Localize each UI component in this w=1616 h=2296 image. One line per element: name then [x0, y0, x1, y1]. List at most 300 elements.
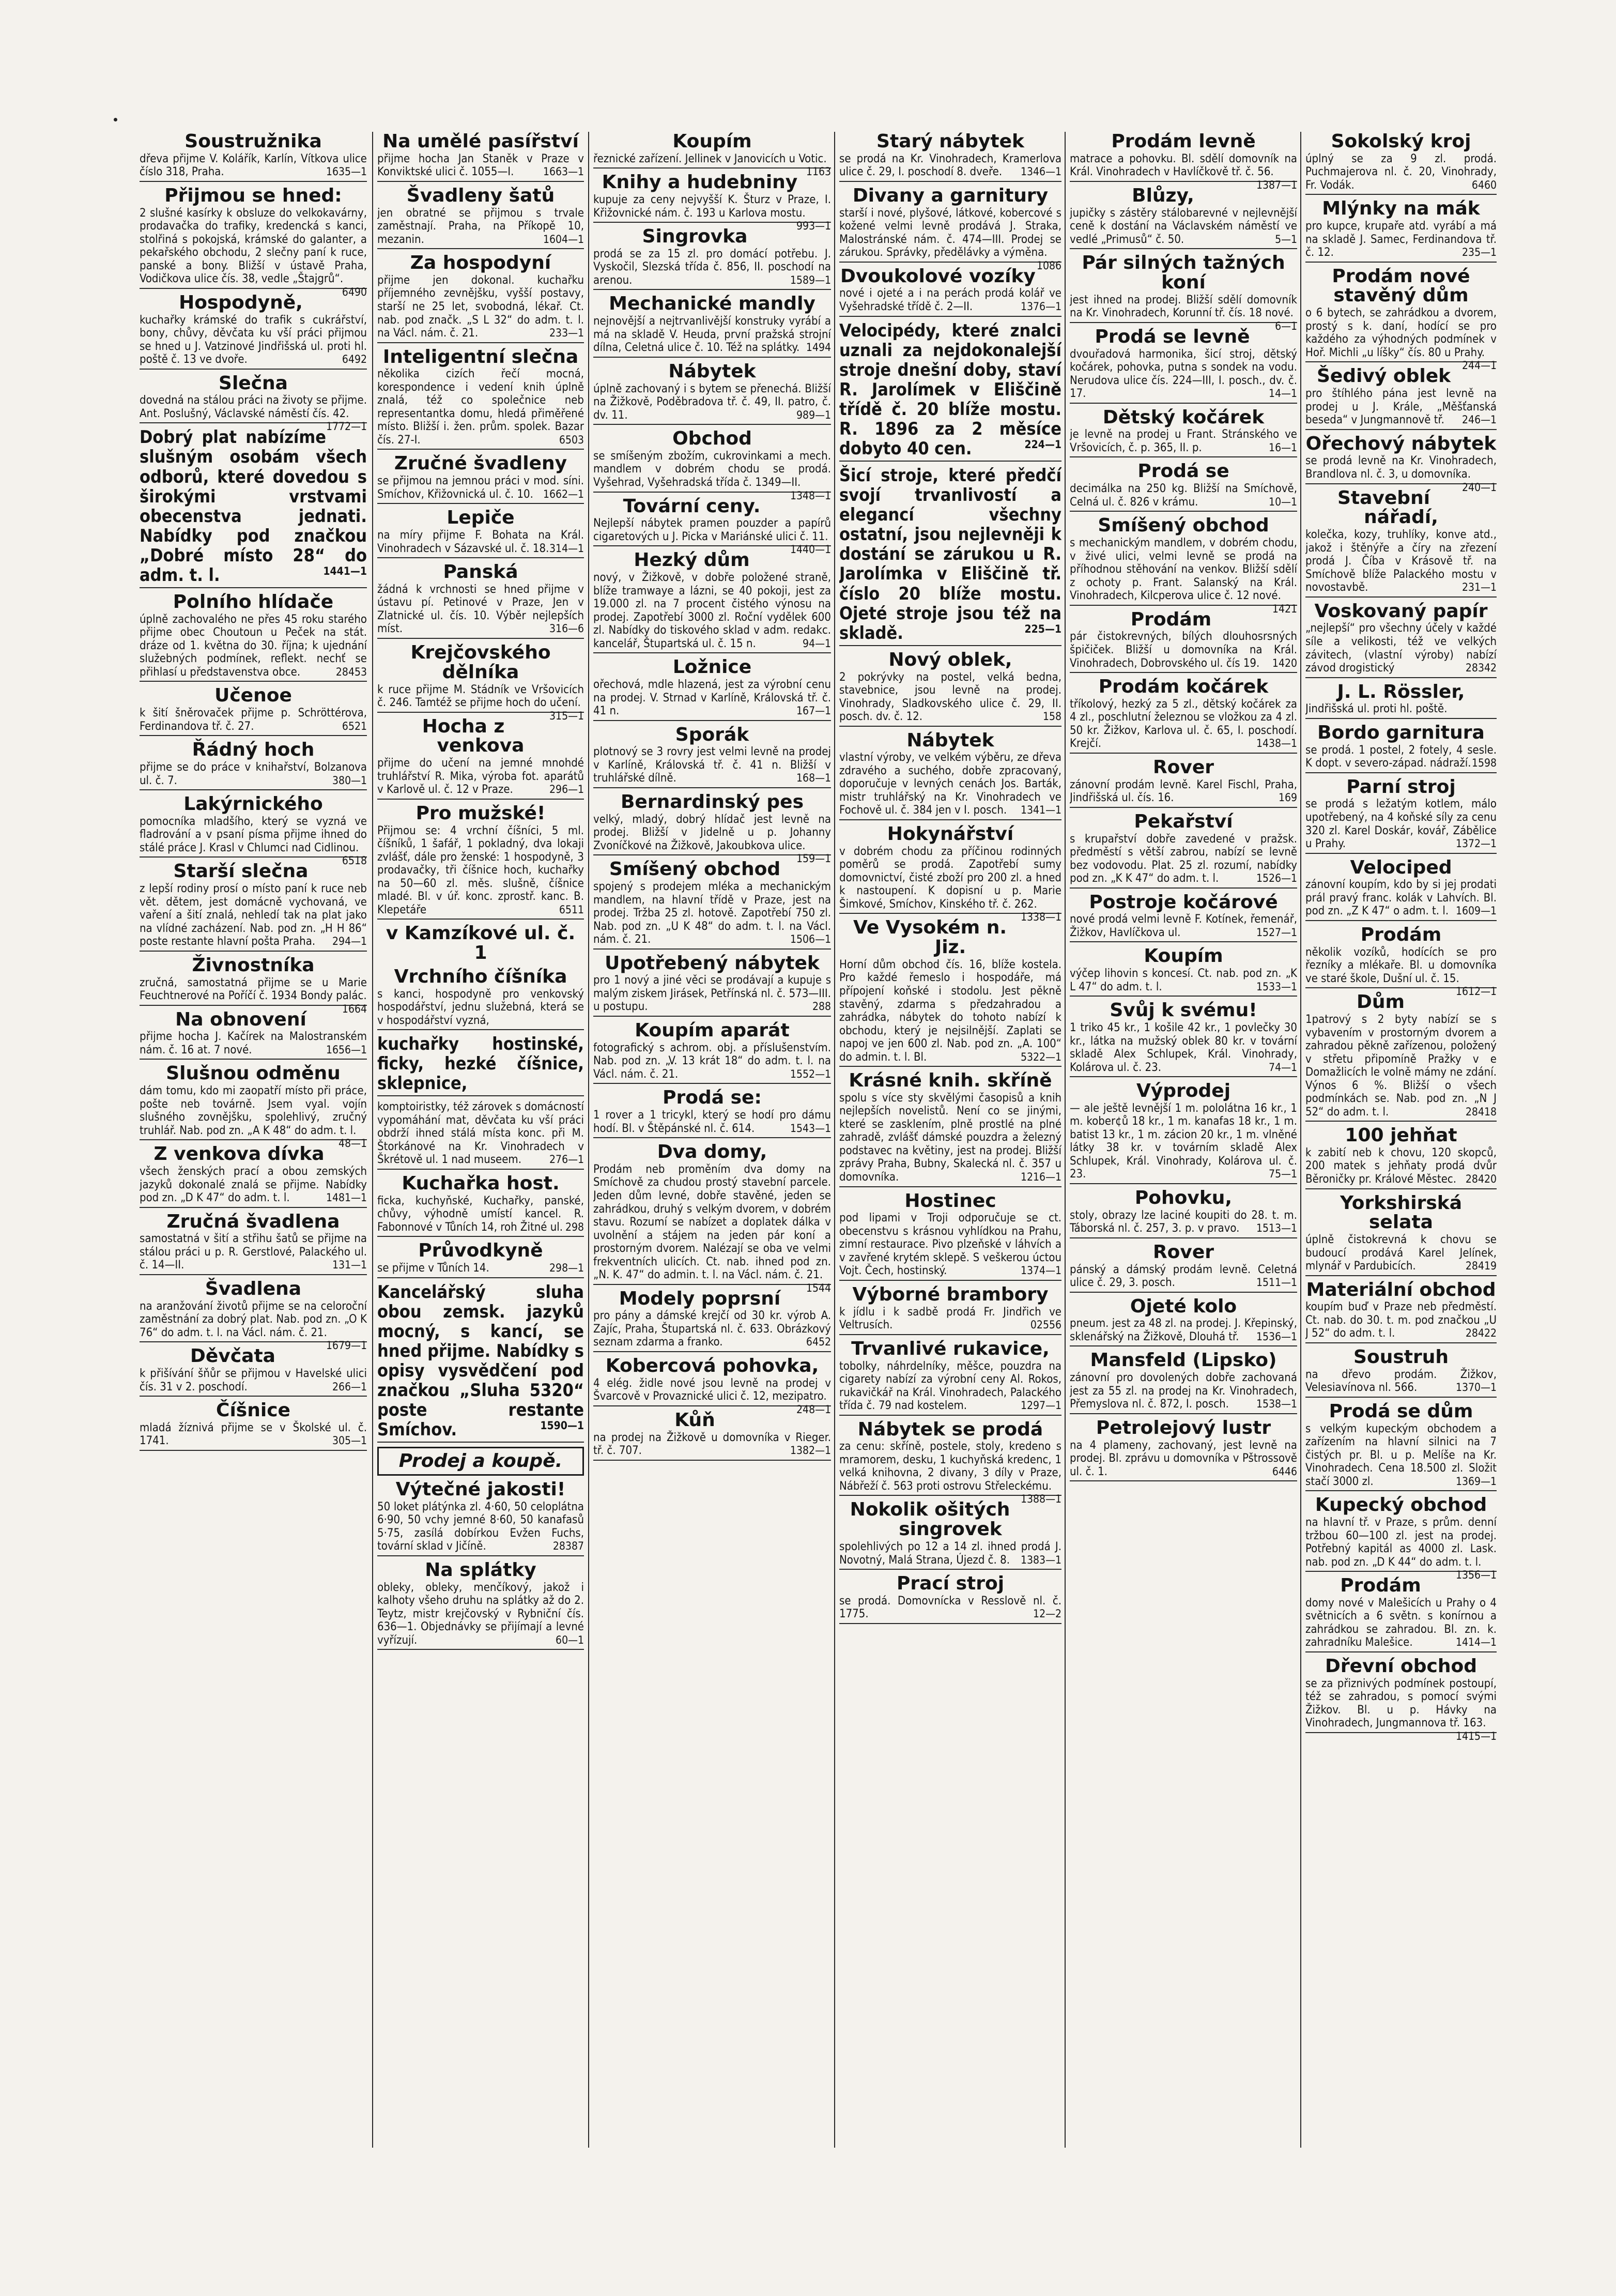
classified-ad [1070, 946, 1297, 997]
ad-ref-number: 6—1 [1275, 319, 1297, 332]
ad-ref-number: 1415—1 [1456, 1729, 1497, 1742]
ad-ref-number: 1552—1 [790, 1067, 831, 1080]
ad-body: 1 rover a 1 tricykl, který se hodí pro dámu hodí. Bl. v Štěpánské nl. č. 614. 1543—1 [593, 1109, 831, 1138]
ad-body: se za přiznivých podmínek postoupí, též se zahradou, s pomocí svými Žižkov. Bl. u p. Hávky na Vinohradech, Jungmannova tř. 163. 1415—1 [1305, 1677, 1497, 1742]
classified-ad [593, 227, 831, 290]
ad-body: s mechanickým mandlem, v dobrém chodu, v živé ulici, velmi levně se prodá na příhodnou stěhování na venkov. Bližší sdělí z ochoty p. Frant. Salanský na Král. Vinohradech, Kilcperova ulice č. 12 nové. 1421 [1070, 537, 1297, 615]
ad-ref-number: 168—1 [796, 772, 831, 785]
classified-ad [140, 1063, 367, 1150]
ad-heading: Dětský kočárek [1102, 406, 1265, 428]
ad-ref-number: 1543—1 [790, 1122, 831, 1135]
classified-ad [140, 862, 367, 951]
ad-heading: Prodá se [1137, 461, 1229, 482]
column-1 [140, 132, 367, 2148]
ad-heading: Kůň [674, 1409, 715, 1431]
classified-ad [593, 1141, 831, 1294]
ad-body: pod lipami v Troji odporučuje se ct. obecenstvu s krásnou vyhlídkou na Prahu, zimní restaurace. Pivo plzeňské v láhvích a v zavřené krytém sklepě. S veškerou úctou Vojt. Čech, hostinský. 1374—1 [839, 1212, 1061, 1281]
ad-body: pro 1 nový a jiné věci se prodávají a kupuje s malým ziskem Jirásek, Petřínská nl. č. 573—III. u postupu. 288 [593, 974, 831, 1017]
ad-ref-number: 1663—1 [543, 165, 584, 178]
ad-heading: Starší slečna [173, 861, 309, 882]
ad-body: starší i nové, plyšové, látkové, kobercové s kožené velmi levně prodává J. Straka, Malostránské nám. č. 474—III. Prodej se zárukou. Správky, předělávky a výměna. 1086 [839, 206, 1061, 272]
classified-ad [839, 823, 1061, 924]
classified-ad [1305, 1576, 1497, 1652]
ad-heading: Kobercová pohovka, [605, 1355, 819, 1376]
ad-heading: Hostinec [904, 1190, 996, 1212]
ad-ref-number: 1506—1 [790, 933, 831, 946]
ad-ref-number: 1438—1 [1256, 737, 1297, 750]
ad-ref-number: 298—1 [549, 1262, 584, 1275]
ad-heading: Prodej a koupě. [377, 1447, 584, 1476]
ad-body: z lepší rodiny prosí o místo paní k ruce neb vět. dětem, jest domácně vychovaná, ve vaření a šití znalá, nehledí tak na plat jako na vlídné zacházení. Nab. pod zn. „H H 86“ poste restante hlavní pošta Praha. 294—1 [140, 882, 367, 952]
classified-ad [1305, 1494, 1497, 1582]
classified-ad [140, 1346, 367, 1397]
ad-heading: Sporák [675, 724, 749, 745]
ad-ref-number: 294—1 [332, 935, 367, 948]
classified-ad [1305, 1126, 1497, 1189]
ad-ref-number: 6492 [342, 353, 367, 366]
ad-ref-number: 6518 [342, 854, 367, 867]
ad-body: ořechová, mdle hlazená, jest za výrobní cenu na prodej. V. Strnad v Karlíně, Královská tř. č. 41 n. 167—1 [593, 678, 831, 721]
ad-heading: Ve Vysokém n. Jiz. [853, 917, 1007, 958]
ad-body: v dobrém chodu za příčinou rodinných poměrů se prodá. Zapotřebí sumy domovnictví, čisté zboží pro 200 zl. a hned k nastoupení. K dopisní u p. Marie Šimkové, Smíchov, Kinského tř. č. 262. 1338—1 [839, 845, 1061, 924]
classified-ad [1305, 602, 1497, 678]
ad-body: Horní dům obchod čís. 16, blíže kostela. Pro každé řemeslo i hospodáře, má přípojení koňské i stodolu. Jest pěkně stavěný, zdarma s předzahradou a zahrádka, nábytek do tohoto nabízí k obchodu, který je nejsilnější. Zaplati se napoj ve jen 600 zl. Nab. pod zn. „A. 100“ do admin. t. l. Bl. 5322—1 [839, 958, 1061, 1067]
ad-body: na 4 plameny, zachovaný, jest levně na prodej. Bl. zprávu u domovníka v Pštrossově ul. č. 1. 6446 [1070, 1439, 1297, 1482]
ad-ref-number: 74—1 [1269, 1061, 1297, 1074]
classified-ad [1070, 1418, 1297, 1481]
ad-heading: Prodám levně [1111, 132, 1256, 152]
ad-body: plotnový se 3 rovry jest velmi levně na prodej v Karlíně, Královská tř. č. 41 n. Bližší v truhlářské dílně. 168—1 [593, 745, 831, 788]
column-3 [593, 132, 831, 2148]
ad-ref-number: 1494 [806, 341, 831, 354]
ad-heading: Singrovka [642, 226, 748, 248]
ad-body: komptoiristky, též zárovek s domácností vypomáhání mat, děvčata ku vší práci obdrží ihned stálá místa konc. při M. Štorkánové na Kr. Vinohradech v Škrétově ul. 1 nad museem. 276—1 [377, 1100, 584, 1170]
ad-ref-number: 6521 [342, 720, 367, 732]
ad-ref-number: 159—1 [796, 852, 831, 865]
classified-ad [377, 253, 584, 343]
ad-body: přijme hocha Jan Staněk v Praze v Konviktské ulici č. 1055—I. 1663—1 [377, 152, 584, 182]
ad-body: zručná, samostatná přijme se u Marie Feuchtnerové na Poříčí č. 1934 Bondy palác. 1664 [140, 976, 367, 1015]
ad-ref-number: 169 [1278, 791, 1297, 804]
ad-heading: Prodám [1360, 924, 1442, 945]
ad-ref-number: 298 [565, 1220, 584, 1233]
classified-ad [593, 860, 831, 949]
classified-ad [140, 132, 367, 182]
ad-body: zánovní pro dovolených dobře zachovaná jest za 55 zl. na prodej na Kr. Vinohradech, Přemyslova nl. č. 872, I. posch. 1538—1 [1070, 1371, 1297, 1414]
classified-ad [1305, 1402, 1497, 1491]
ad-body: samostatná v šití a střihu šatů se přijme na stálou práci u p. R. Gerstlové, Palackého ul. č. 14—II. 131—1 [140, 1232, 367, 1275]
ad-ref-number: 1662—1 [543, 487, 584, 500]
ad-heading: Divany a garnitury [852, 185, 1049, 206]
ad-ref-number: 5322—1 [1021, 1050, 1061, 1063]
ad-heading: Živnostníka [192, 954, 315, 976]
classified-ad [1070, 758, 1297, 808]
ad-ref-number: 1388—1 [1021, 1493, 1061, 1506]
classified-ad [377, 924, 584, 963]
ad-ref-number: 1369—1 [1456, 1475, 1497, 1488]
classified-ad [593, 954, 831, 1017]
classified-ad [377, 804, 584, 920]
ad-heading: Nábytek [668, 360, 756, 382]
ad-body: k přišívání šňůr se přijmou v Havelské ulici čís. 31 v 2. poschodí. 266—1 [140, 1367, 367, 1397]
ad-ref-number: 1383—1 [1021, 1553, 1061, 1566]
ad-ref-number: 296—1 [549, 783, 584, 796]
column-rule [1300, 132, 1301, 2148]
classified-ad [839, 1339, 1061, 1416]
ad-body: úplně čistokrevná k chovu se budoucí prodává Karel Jelínek, mlynář v Pardubicích. 28419 [1305, 1233, 1497, 1276]
ad-ref-number: 224—1 [1024, 438, 1061, 451]
classified-ad [1070, 462, 1297, 512]
classified-ad [593, 294, 831, 357]
ad-heading: Upotřebený nábytek [605, 952, 820, 974]
ad-heading: Na splátky [425, 1559, 536, 1581]
classified-ad [1305, 265, 1497, 372]
ad-heading: Učenoe [214, 685, 292, 707]
classified-ad [377, 641, 584, 722]
ad-ref-number: 10—1 [1269, 495, 1297, 508]
ad-ref-number: 5—1 [1275, 233, 1297, 246]
ad-body: matrace a pohovku. Bl. sdělí domovník na Král. Vinohradech v Havlíčkově tř. č. 56. 1387—1 [1070, 152, 1297, 191]
ad-ref-number: 94—1 [803, 637, 831, 650]
ad-body: kupuje za ceny nejvyšší K. Šturz v Praze, I. Křižovnické nám. č. 193 u Karlova mostu. 993—1 [593, 193, 831, 233]
ad-body: 4 elég. židle nové jsou levně na prodej v Švarcově v Provaznické ulici č. 12, mezipatro. 248—1 [593, 1376, 831, 1416]
ad-ref-number: 1772—1 [326, 420, 367, 433]
ad-body: je levně na prodej u Frant. Stránského ve Vršovicích, č. p. 365, II. p. 16—1 [1070, 428, 1297, 457]
ad-heading: Smíšený obchod [609, 859, 781, 880]
ad-ref-number: 1421 [1272, 602, 1297, 615]
classified-ad [377, 1447, 584, 1476]
ad-heading: Výtečné jakosti! [395, 1478, 566, 1500]
classified-ad [377, 1282, 584, 1443]
classified-ad [839, 185, 1061, 272]
ad-heading: Pro mužské! [415, 802, 546, 824]
ad-heading: Prodám kočárek [1098, 676, 1269, 698]
ad-heading: Výborné brambory [852, 1283, 1049, 1305]
classified-ad [1070, 893, 1297, 943]
classified-ad [377, 1560, 584, 1650]
ad-body: decimálka na 250 kg. Bližší na Smíchově, Celná ul. č. 826 v krámu. 10—1 [1070, 482, 1297, 512]
classified-ad [1305, 1280, 1497, 1343]
classified-ad [1070, 1081, 1297, 1184]
ad-body: zánovní koupím, kdo by si jej prodati prál pravý franc. kolák v Lahvích. Bl. pod zn. „Z K 47“ o adm. t. l. 1609—1 [1305, 878, 1497, 921]
ad-ref-number: 1346—1 [1021, 165, 1061, 178]
ad-ref-number: 1387—1 [1256, 178, 1297, 191]
ad-heading: Koupím [1144, 945, 1223, 967]
classified-ad [140, 954, 367, 1015]
ad-body: na hlavní tř. v Praze, s prům. denní tržbou 60—100 zl. jest na prodej. Potřebný kapitál as 4000 zl. Lask. nab. pod zn. „D K 44“ do adm. t. l. 1356—1 [1305, 1516, 1497, 1582]
ad-ref-number: 6511 [559, 903, 584, 916]
classified-ad [1070, 327, 1297, 404]
classified-ad [839, 267, 1061, 317]
ad-body: pánský a dámský prodám levně. Celetná ulice č. 29, 3. posch. 1511—1 [1070, 1263, 1297, 1293]
ad-heading: Inteligentní slečna [382, 346, 579, 368]
ad-heading: Petrolejový lustr [1096, 1417, 1271, 1438]
classified-ad [1070, 252, 1297, 332]
ad-heading: Rover [1152, 756, 1214, 778]
classified-ad [1305, 682, 1497, 719]
ad-heading: Prodá se dům [1329, 1400, 1473, 1422]
ad-ref-number: 1604—1 [543, 233, 584, 246]
ad-body: obleky, obleky, menčíkový, jakož i kalhoty všeho druhu na splátky až do 2. Teytz, mistr krejčovský v Rybniční čís. 636—1. Objednávky se přijímají a levné vyřízují. 60—1 [377, 1581, 584, 1650]
classified-ad [140, 372, 367, 433]
ad-ref-number: 1440—1 [790, 543, 831, 556]
classified-ad [1070, 515, 1297, 615]
ad-body: s velkým kupeckým obchodem a zařízením na hlavní silnici na 7 čistých pr. Bl. u p. Melíše na Kr. Vinohradech. Cena 18.500 zl. Složit stačí 3000 zl. 1369—1 [1305, 1422, 1497, 1492]
ad-body: řeznické zařízení. Jellinek v Janovicích u Votic. 1163 [593, 152, 831, 178]
ad-body: 1patrový s 2 byty nabízí se s vybavením v prostorným dvorem a zahradou pěkně zařízenou, položený v střetu připomíně Pražky v e Domažlicích le volně mámy ne zdání. Výnos 6 %. Bližší o všech podmínkách se. Nab. pod zn. „N J 52“ do adm. t. l. 28418 [1305, 1013, 1497, 1122]
column-4 [839, 132, 1061, 2148]
ad-body: pomocníka mladšího, který se vyzná ve fladrování a v psaní písma přijme ihned do stálé práce J. Krasl v Chlumci nad Cidlinou. 6518 [140, 815, 367, 867]
column-rule [588, 132, 589, 2148]
ad-ref-number: 1513—1 [1256, 1222, 1297, 1235]
classified-ad [1070, 132, 1297, 191]
ad-body: na prodej na Žižkově u domovníka v Rieger. tř. č. 707. 1382—1 [593, 1431, 831, 1461]
ad-body: úplně zachovalého ne přes 45 roku starého přijme obec Choutoun u Peček na stát. dráze od 1. května do 30. října; k ujednání služebných podmínek, reflekt. nechť se přihlasí u představenstva obce. 28453 [140, 613, 367, 682]
ad-heading: Prací stroj [896, 1573, 1005, 1595]
ad-body: jupičky s zástěry stálobarevné v nejlevnější ceně k dostání na Václavském náměstí ve vedlé „Primusů“ č. 50. 5—1 [1070, 207, 1297, 250]
ad-body: 1 triko 45 kr., 1 košile 42 kr., 1 povlečky 30 kr., látka na mužský oblek 80 kr. v tovární skladě Alex Schlupek, Král. Vinohrady, Kolárova ul. č. 23. 74—1 [1070, 1021, 1297, 1077]
classified-ad [377, 132, 584, 182]
ad-body: s krupařství dobře zavedené v pražsk. předměstí s větší zabrou, nabízí se levně bez vodovodu. Plat. 25 zl. rozumí, nabídky pod zn. „K K 47“ do adm. t. l. 1526—1 [1070, 833, 1297, 889]
ad-body: všech ženských prací a obou zemských jazyků dokonalé znalá se přijme. Nabídky pod zn. „D K 47“ do adm. t. l. 1481—1 [140, 1165, 367, 1208]
ad-body: dvouřadová harmonika, šicí stroj, dětský kočárek, pohovka, putna s sondek na vodu. Nerudova ulice čís. 224—III, I. posch., dv. č. 17. 14—1 [1070, 348, 1297, 404]
ad-ref-number: 28418 [1465, 1105, 1497, 1118]
ad-heading: Prodám [1130, 608, 1212, 630]
ad-body: vlastní výroby, ve velkém výběru, ze dřeva zdravého a suchého, dobře zpracovaný, doporučuje v levných cenách Jos. Barták, mistr truhlářský na Kr. Vinohradech ve Fochově ul. č. 384 jen v I. posch. 1341—1 [839, 751, 1061, 820]
ad-body: se přijmou na jemnou práci v mod. síni. Smíchov, Křižovnická ul. č. 10. 1662—1 [377, 474, 584, 504]
ad-ref-number: 75—1 [1269, 1168, 1297, 1181]
ad-heading: Bordo garnitura [1317, 722, 1485, 743]
ad-heading: Prodá se: [663, 1087, 762, 1109]
ad-body: jen obratné se přijmou s trvale zaměstnají. Praha, na Příkopě 10, mezanin. 1604—1 [377, 207, 584, 250]
ad-heading: Blůzy, [1132, 185, 1194, 206]
ad-heading: Mlýnky na mák [1322, 198, 1480, 220]
ad-heading: Hezký dům [634, 549, 750, 571]
ad-ref-number: 158 [1042, 710, 1061, 723]
classified-ad [377, 186, 584, 249]
classified-ad [377, 562, 584, 639]
classified-ad [140, 1212, 367, 1275]
ad-ref-number: 1664 [342, 1002, 367, 1015]
classified-ad [839, 1285, 1061, 1335]
classified-ad [593, 791, 831, 865]
column-rule [834, 132, 835, 2148]
ad-heading: Dvoukolové vozíky [840, 265, 1036, 287]
ad-ref-number: 6503 [559, 433, 584, 446]
ad-ref-number: 235—1 [1462, 246, 1497, 259]
ad-body: tříkolový, hezký za 5 zl., dětský kočárek za 4 zl., poschlutní železnou se vložkou za 4 zl. 50 kr. Žižkov, Karlova ul. č. 65, I. poschodí. Krejčí. 1438—1 [1070, 698, 1297, 754]
ad-ref-number: 1216—1 [1021, 1170, 1061, 1183]
ad-body: zánovní prodám levně. Karel Fischl, Praha, Jindřišská ul. čís. 16. 169 [1070, 778, 1297, 808]
ad-body: kolečka, kozy, truhlíky, konve atd., jakož i štěnýře a číry na zřezení prodá J. Číba v Krásově tř. na Smíchově blíže Palackého mostu v novostavbě. 231—1 [1305, 528, 1497, 598]
classified-ad [140, 592, 367, 682]
ad-heading: Ojeté kolo [1130, 1295, 1237, 1317]
ad-heading: Švadleny šatů [406, 185, 555, 206]
ad-ref-number: 1374—1 [1021, 1264, 1061, 1277]
ad-ref-number: 48—1 [338, 1137, 367, 1150]
ad-body: Prodám neb proměním dva domy na Smíchově za chudou prostý stavební parcele. Jeden dům levné, dobře stavěné, jeden se zahrádkou, druhý s velkým dvorem, v dobrém stavu. Rozumí se nabízet a doplatek dálka v uvolnění a stájem na jeden pár koní a prostorným dvorem. Nalézají se oba ve velmi frekventních ulicích. Ct. nab. ihned pod zn. „N. K. 47“ do admin. t. l. na Václ. nám. č. 21. 1544 [593, 1162, 831, 1294]
classified-ad [377, 1480, 584, 1556]
ad-heading: Dům [1356, 991, 1405, 1013]
ad-body: stoly, obrazy lze laciné koupiti do 28. t. m. Táborská nl. č. 257, 3. p. v pravo. 1513—1 [1070, 1209, 1297, 1238]
ad-ref-number: 244—1 [1462, 359, 1497, 372]
ad-ref-number: 1086 [1036, 259, 1061, 272]
ad-body: přijme do učení na jemné mnohdé truhlářství R. Mika, výroba fot. aparátů v Karlově ul. č. 12 v Praze. 296—1 [377, 757, 584, 800]
ad-body: se prodá na Kr. Vinohradech, Kramerlova ulice č. 29, I. poschodí 8. dveře. 1346—1 [839, 152, 1061, 182]
ad-bold-text: Šicí stroje, které předčí svojí trvanlivostí a elegancí všechny ostatní, jsou nejlevněji k dostání se zárukou u R. Jarolímka v Eliščině tř. číslo 20 blíže mostu. Ojeté stroje jsou též na skladě. 225—1 [839, 466, 1061, 646]
classified-ad [1070, 1188, 1297, 1238]
ad-heading: Děvčata [190, 1345, 275, 1367]
ad-heading: Ložnice [672, 656, 752, 678]
ad-heading: Slušnou odměnu [166, 1063, 341, 1084]
ad-body: nové prodá velmi levně F. Kotínek, řemenář, Žižkov, Havlíčkova ul. 1527—1 [1070, 913, 1297, 942]
column-2 [377, 132, 584, 2148]
ad-ref-number: 225—1 [1024, 622, 1061, 635]
ad-ref-number: 1481—1 [326, 1191, 367, 1204]
classified-ad [839, 132, 1061, 182]
ad-body: se přijme v Tůních 14. 298—1 [377, 1262, 584, 1278]
ad-heading: Trvanlivé rukavice, [851, 1338, 1050, 1359]
ad-ref-number: 28422 [1465, 1327, 1497, 1340]
ad-heading: Voskovaný papír [1314, 600, 1488, 622]
classified-ad [1070, 610, 1297, 673]
ad-ref-number: 28387 [552, 1540, 584, 1553]
ad-ref-number: 28342 [1465, 662, 1497, 675]
ad-ref-number: 1511—1 [1256, 1276, 1297, 1289]
classified-ad [1070, 1297, 1297, 1347]
ad-body: koupím buď v Praze neb předměstí. Ct. nab. do 30. t. m. pod značkou „U J 52“ do adm. t. l. 28422 [1305, 1300, 1497, 1343]
classified-ad [839, 918, 1061, 1067]
classified-ad [140, 1278, 367, 1352]
ad-heading: Nový oblek, [888, 649, 1012, 670]
ad-heading: Šedivý oblek [1316, 365, 1451, 387]
ad-heading: Pohovku, [1134, 1187, 1233, 1208]
ad-heading: Kuchařka host. [402, 1172, 560, 1194]
classified-ad [839, 1500, 1061, 1570]
classified-ad [593, 172, 831, 233]
classified-ad [377, 1034, 584, 1096]
ad-ref-number: 316—6 [549, 622, 584, 635]
ad-body: několik vozíků, hodících se pro řezníky a mlékaře. Bl. u domovníka ve staré škole, Dušní ul. č. 15. 1612—1 [1305, 945, 1497, 998]
classified-ad [1305, 1348, 1497, 1398]
ad-bold-text: Velocipédy, které znalci uznali za nejdokonalejší stroje dnešní doby, staví R. Jarolímek v Eliščině třídě č. 20 blíže mostu. R. 1896 za 2 měsíce dobyto 40 cen. 224—1 [839, 321, 1061, 462]
classified-ad [1305, 777, 1497, 854]
ad-heading: Nokolik ošitých singrovek [850, 1499, 1010, 1540]
ad-ref-number: 1590—1 [540, 1419, 584, 1432]
ad-ref-number: 233—1 [549, 327, 584, 340]
classified-ad [1305, 433, 1497, 494]
ad-ref-number: 1612—1 [1456, 985, 1497, 998]
ad-body: přijme se do práce v knihařství, Bolzanova ul. č. 7. 380—1 [140, 761, 367, 790]
classified-ad [1070, 1001, 1297, 1077]
ad-heading: Zručná švadlena [166, 1211, 340, 1232]
ad-heading: Hokynářství [887, 823, 1014, 845]
ad-body: několika cizích řečí mocná, korespondence i vedení knih úplně znalá, též co společnice neb representantka domu, hledá přiměřené místo. Bližší i. žen. prům. spolek. Bazar čís. 27-I. 6503 [377, 368, 584, 450]
ad-ref-number: 6452 [806, 1336, 831, 1349]
classified-ad [839, 731, 1061, 820]
ad-ref-number: 989—1 [796, 408, 831, 421]
ad-ref-number: 1536—1 [1256, 1330, 1297, 1343]
classified-ad [377, 967, 584, 1030]
classified-ad [593, 362, 831, 425]
ad-ref-number: 131—1 [332, 1259, 367, 1272]
ad-heading: Sokolský kroj [1331, 132, 1471, 152]
ad-body: 50 loket plátýnka zl. 4·60, 50 celoplátna 6·90, 50 vchy jemné 8·60, 50 kanafasů 5·75, zasílá dobírkou Evžen Fuchs, tovární sklad v Jičíně. 28387 [377, 1501, 584, 1556]
ad-body: spojený s prodejem mléka a mechanickým mandlem, na hlavní třídě v Praze, jest na prodej. Tržba 25 zl. hotově. Zapotřebí 750 zl. Nab. pod zn. „U K 48“ do adm. t. l. na Václ. nám. č. 21. 1506—1 [593, 880, 831, 950]
ad-heading: Z venkova dívka [153, 1143, 325, 1165]
ad-body: — ale ještě levnější 1 m. pololátna 16 kr., 1 m. kober¢ů 18 kr., 1 m. kanafas 18 kr., 1 m. batist 13 kr., 1 m. zácion 20 kr., 1 m. vlněné látky 38 kr. v továrním skladě Alex Schlupek, Král. Vinohrady, Kolárova ul. č. 23. 75—1 [1070, 1102, 1297, 1184]
ad-body: pro štíhlého pána jest levně na prodej u J. Krále, „Měšťanská beseda“ v Jungmannově tř. 246—1 [1305, 387, 1497, 430]
ad-body: velký, mladý, dobrý hlídač jest levně na prodej. Bližší v Jidelně u p. Johanny Zvoníčkové na Žižkově, Jakoubkova ulice. 159—1 [593, 813, 831, 865]
ad-heading: Švadlena [205, 1278, 302, 1299]
ad-heading: Soustružnika [184, 132, 322, 152]
ad-ref-number: 28453 [335, 665, 367, 678]
ad-ref-number: 993—1 [796, 220, 831, 233]
ad-heading: Soustruh [1353, 1346, 1449, 1368]
classified-ad [1070, 1351, 1297, 1414]
ad-heading: Modely poprsní [619, 1288, 781, 1309]
ad-heading: Výprodej [1136, 1080, 1231, 1102]
ad-heading: Zručné švadleny [394, 453, 567, 474]
ad-ref-number: 1526—1 [1256, 872, 1297, 885]
ad-heading: Prodám [1340, 1575, 1421, 1597]
classified-ad [1305, 858, 1497, 921]
classified-ad [377, 1100, 584, 1170]
ad-body: k šití šněrovaček přijme p. Schröttérova, Ferdinandova tř. č. 27. 6521 [140, 707, 367, 736]
ad-heading: Postroje kočárové [1089, 891, 1278, 913]
classified-ad [140, 1010, 367, 1060]
ad-body: ficka, kuchyňské, Kuchařky, panské, chůvy, výhodně umístí kancel. R. Fabonnové v Tůních 14, roh Žitné ul. 298 [377, 1195, 584, 1237]
ad-heading: Vrchního číšníka [394, 966, 567, 987]
ad-heading: Bernardinský pes [620, 791, 804, 813]
ad-ref-number: 1589—1 [790, 273, 831, 286]
classified-ad [593, 1355, 831, 1416]
classified-ad [593, 132, 831, 178]
classified-ad [1070, 677, 1297, 754]
ad-ref-number: 315—1 [549, 709, 584, 722]
ad-heading: v Kamzíkové ul. č. 1 [386, 923, 576, 963]
ad-body: nové i ojeté a i na perách prodá kolář ve Vyšehradské třídě č. 2—II. 1376—1 [839, 287, 1061, 316]
classified-ad [593, 657, 831, 721]
ad-ref-number: 6446 [1272, 1465, 1297, 1478]
ad-body: 2 pokrývky na postel, velká bedna, stavebnice, jsou levně na prodej. Vinohrady, Sladkovského ulice č. 29, II. posch. dv. č. 12. 158 [839, 671, 1061, 727]
ad-heading: Svůj k svému! [1110, 1000, 1257, 1021]
classified-ad [1305, 488, 1497, 598]
ad-ref-number: 246—1 [1462, 414, 1497, 426]
ad-heading: Mansfeld (Lipsko) [1090, 1350, 1277, 1371]
ad-ref-number: 231—1 [1462, 581, 1497, 594]
ad-body: dám tomu, kdo mi zaopatří místo při práce, pošte neb továrně. Jsem vyal. vojín slušného zovnějšku, spolehlivý, zručný truhlář. Nab. pod zn. „A K 48“ do adm. t. l. 48—1 [140, 1084, 367, 1150]
ad-body: úplný se za 9 zl. prodá. Puchmajerova nl. č. 20, Vinohrady, Fr. Vodák. 6460 [1305, 152, 1497, 195]
ad-body: pro kupce, krupaře atd. vyrábí a má na skladě J. Samec, Ferdinandova tř. č. 12. 235—1 [1305, 220, 1497, 263]
ad-heading: Za hospodyní [410, 252, 551, 274]
classified-ad [593, 428, 831, 502]
ad-heading: Nábytek [906, 729, 994, 751]
ad-body: úplně zachovaný i s bytem se přenechá. Bližší na Žižkově, Poděbradova tř. č. 49, II. patro, č. dv. 11. 989—1 [593, 382, 831, 425]
ad-heading: Prodá se levně [1095, 326, 1250, 347]
ad-heading: Číšnice [216, 1400, 290, 1421]
ad-heading: Polního hlídače [173, 591, 334, 613]
column-rule [1065, 132, 1066, 2148]
ad-heading: J. L. Rössler, [1337, 681, 1465, 702]
ad-heading: Obchod [672, 428, 752, 450]
ad-ref-number: 12—2 [1033, 1608, 1061, 1620]
classified-ad [839, 650, 1061, 727]
ad-body: na míry přijme F. Bohata na Král. Vinohradech v Sázavské ul. č. 18. 314—1 [377, 529, 584, 558]
classified-ad [140, 740, 367, 790]
ad-heading: Kupecký obchod [1315, 1494, 1487, 1516]
ad-ref-number: 1533—1 [1256, 980, 1297, 993]
